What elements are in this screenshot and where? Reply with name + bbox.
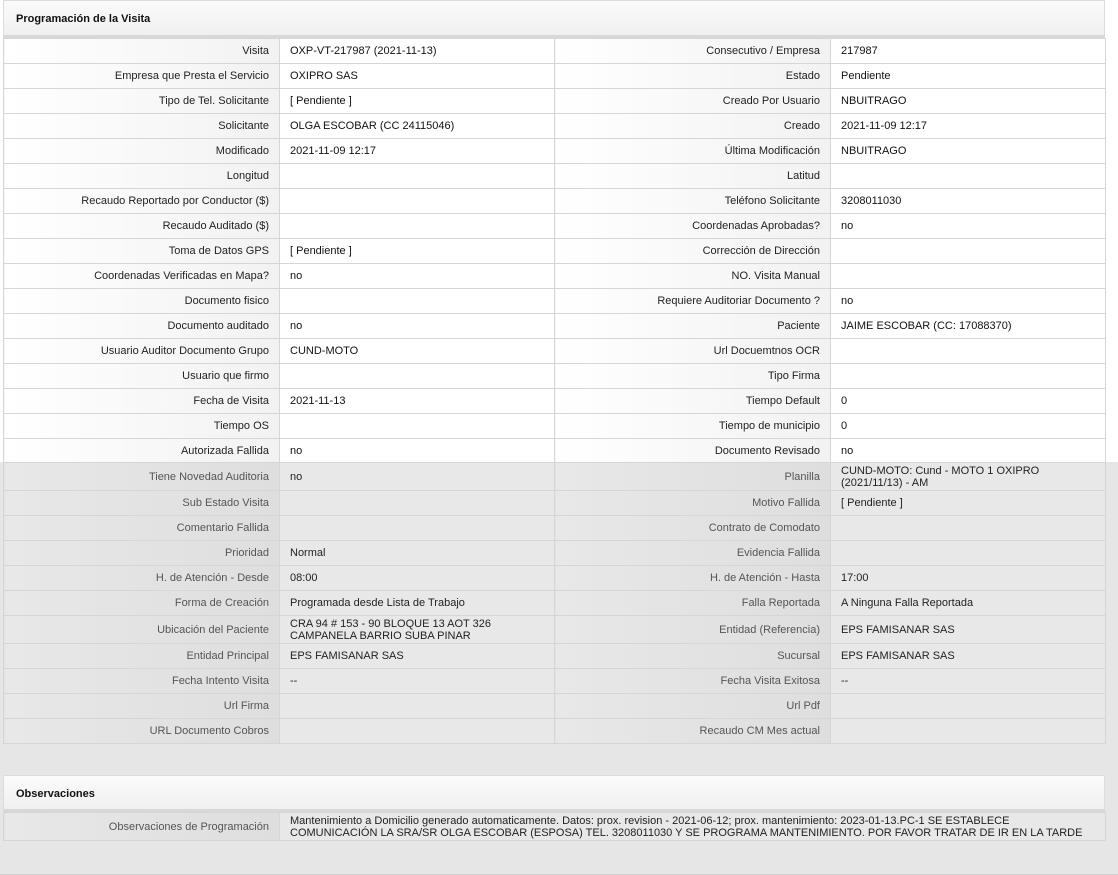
field-value: Mantenimiento a Domicilio generado automaticamente. Datos: prox. revision - 2021-06-12; prox. mantenimiento: 2023-01-13.PC-1 SE ESTABLECE COMUNICACIÓN LA SRA/SR OLGA ESCOBAR (ESPOSA) TEL. 3208011030 Y SE PROGRAMA MANTENIMIENTO. POR FAVOR TRATAR DE IR EN LA TARDE bbox=[280, 813, 1106, 841]
field-value: CUND-MOTO bbox=[280, 339, 555, 364]
field-label: NO. Visita Manual bbox=[555, 264, 831, 289]
field-label: Recaudo Auditado ($) bbox=[4, 214, 280, 239]
field-value bbox=[280, 164, 555, 189]
field-label: Toma de Datos GPS bbox=[4, 239, 280, 264]
field-label: Entidad (Referencia) bbox=[555, 616, 831, 644]
field-label: Tiempo de municipio bbox=[555, 414, 831, 439]
field-label: Corrección de Dirección bbox=[555, 239, 831, 264]
table-row bbox=[4, 541, 1106, 566]
field-label: Fecha Visita Exitosa bbox=[555, 669, 831, 694]
field-value: JAIME ESCOBAR (CC: 17088370) bbox=[831, 314, 1106, 339]
field-label: Latitud bbox=[555, 164, 831, 189]
field-value: Pendiente bbox=[831, 64, 1106, 89]
table-row bbox=[4, 389, 1106, 414]
table-row bbox=[4, 694, 1106, 719]
field-value: EPS FAMISANAR SAS bbox=[831, 616, 1106, 644]
table-row bbox=[4, 139, 1106, 164]
field-label: Documento Revisado bbox=[555, 439, 831, 464]
visit-details-table bbox=[3, 38, 1106, 464]
field-label: Falla Reportada bbox=[555, 591, 831, 616]
table-row bbox=[4, 463, 1106, 491]
field-label: Observaciones de Programación bbox=[4, 813, 280, 841]
field-label: Comentario Fallida bbox=[4, 516, 280, 541]
field-label: Motivo Fallida bbox=[555, 491, 831, 516]
field-label: Visita bbox=[4, 39, 280, 64]
field-label: Planilla bbox=[555, 463, 831, 491]
field-value: no bbox=[280, 439, 555, 464]
field-value: Programada desde Lista de Trabajo bbox=[280, 591, 555, 616]
field-value: no bbox=[831, 214, 1106, 239]
field-label: Ubicación del Paciente bbox=[4, 616, 280, 644]
field-value: CUND-MOTO: Cund - MOTO 1 OXIPRO (2021/11/13) - AM bbox=[831, 463, 1106, 491]
table-row bbox=[4, 64, 1106, 89]
field-label: H. de Atención - Desde bbox=[4, 566, 280, 591]
field-value bbox=[280, 364, 555, 389]
field-label: Solicitante bbox=[4, 114, 280, 139]
table-row bbox=[4, 813, 1106, 841]
field-label: Autorizada Fallida bbox=[4, 439, 280, 464]
field-value: no bbox=[280, 463, 555, 491]
field-label: Coordenadas Aprobadas? bbox=[555, 214, 831, 239]
field-label: Documento fisico bbox=[4, 289, 280, 314]
field-value: 17:00 bbox=[831, 566, 1106, 591]
field-label: Tiempo OS bbox=[4, 414, 280, 439]
field-label: Url Firma bbox=[4, 694, 280, 719]
table-row bbox=[4, 189, 1106, 214]
field-value: no bbox=[831, 439, 1106, 464]
field-label: Contrato de Comodato bbox=[555, 516, 831, 541]
field-label: Recaudo Reportado por Conductor ($) bbox=[4, 189, 280, 214]
field-value: 08:00 bbox=[280, 566, 555, 591]
table-row bbox=[4, 669, 1106, 694]
table-row bbox=[4, 516, 1106, 541]
field-label: Usuario Auditor Documento Grupo bbox=[4, 339, 280, 364]
table-row bbox=[4, 491, 1106, 516]
field-label: Longitud bbox=[4, 164, 280, 189]
field-label: Prioridad bbox=[4, 541, 280, 566]
field-label: Fecha de Visita bbox=[4, 389, 280, 414]
field-label: Usuario que firmo bbox=[4, 364, 280, 389]
field-label: Paciente bbox=[555, 314, 831, 339]
field-value: Normal bbox=[280, 541, 555, 566]
table-row bbox=[4, 616, 1106, 644]
field-value bbox=[831, 239, 1106, 264]
field-value: OXIPRO SAS bbox=[280, 64, 555, 89]
field-value: A Ninguna Falla Reportada bbox=[831, 591, 1106, 616]
field-value: OXP-VT-217987 (2021-11-13) bbox=[280, 39, 555, 64]
field-label: Creado bbox=[555, 114, 831, 139]
section-title: Programación de la Visita bbox=[16, 13, 151, 25]
observaciones-table bbox=[3, 812, 1106, 841]
field-value: OLGA ESCOBAR (CC 24115046) bbox=[280, 114, 555, 139]
field-label: Url Docuemtnos OCR bbox=[555, 339, 831, 364]
field-value bbox=[831, 339, 1106, 364]
table-row bbox=[4, 264, 1106, 289]
section-header-observaciones bbox=[3, 775, 1105, 812]
field-value: EPS FAMISANAR SAS bbox=[831, 644, 1106, 669]
field-value: EPS FAMISANAR SAS bbox=[280, 644, 555, 669]
table-row bbox=[4, 39, 1106, 64]
field-value bbox=[831, 719, 1106, 744]
table-row bbox=[4, 339, 1106, 364]
field-label: Estado bbox=[555, 64, 831, 89]
field-value: no bbox=[831, 289, 1106, 314]
field-value: 0 bbox=[831, 414, 1106, 439]
field-value bbox=[280, 214, 555, 239]
table-row bbox=[4, 164, 1106, 189]
field-value: [ Pendiente ] bbox=[280, 89, 555, 114]
field-value bbox=[280, 414, 555, 439]
table-row bbox=[4, 414, 1106, 439]
field-value bbox=[280, 719, 555, 744]
field-label: Sub Estado Visita bbox=[4, 491, 280, 516]
field-label: Teléfono Solicitante bbox=[555, 189, 831, 214]
field-label: Coordenadas Verificadas en Mapa? bbox=[4, 264, 280, 289]
table-row bbox=[4, 364, 1106, 389]
field-label: Entidad Principal bbox=[4, 644, 280, 669]
field-value bbox=[280, 491, 555, 516]
field-value: [ Pendiente ] bbox=[831, 491, 1106, 516]
field-label: Empresa que Presta el Servicio bbox=[4, 64, 280, 89]
field-value: no bbox=[280, 264, 555, 289]
field-value bbox=[831, 164, 1106, 189]
field-label: H. de Atención - Hasta bbox=[555, 566, 831, 591]
field-label: Url Pdf bbox=[555, 694, 831, 719]
field-label: URL Documento Cobros bbox=[4, 719, 280, 744]
field-value: -- bbox=[280, 669, 555, 694]
field-label: Forma de Creación bbox=[4, 591, 280, 616]
section-title: Observaciones bbox=[16, 788, 95, 800]
table-row bbox=[4, 439, 1106, 464]
table-row bbox=[4, 214, 1106, 239]
table-row bbox=[4, 289, 1106, 314]
field-value: 2021-11-09 12:17 bbox=[831, 114, 1106, 139]
field-label: Sucursal bbox=[555, 644, 831, 669]
field-value bbox=[831, 694, 1106, 719]
table-row bbox=[4, 89, 1106, 114]
table-row bbox=[4, 114, 1106, 139]
table-row bbox=[4, 314, 1106, 339]
table-row bbox=[4, 566, 1106, 591]
field-value bbox=[280, 289, 555, 314]
field-label: Recaudo CM Mes actual bbox=[555, 719, 831, 744]
field-value: -- bbox=[831, 669, 1106, 694]
field-value: 2021-11-13 bbox=[280, 389, 555, 414]
field-value: 3208011030 bbox=[831, 189, 1106, 214]
field-label: Última Modificación bbox=[555, 139, 831, 164]
field-label: Evidencia Fallida bbox=[555, 541, 831, 566]
field-value: 217987 bbox=[831, 39, 1106, 64]
field-label: Consecutivo / Empresa bbox=[555, 39, 831, 64]
field-label: Tipo de Tel. Solicitante bbox=[4, 89, 280, 114]
field-label: Creado Por Usuario bbox=[555, 89, 831, 114]
field-value: NBUITRAGO bbox=[831, 139, 1106, 164]
field-value bbox=[831, 541, 1106, 566]
field-value: [ Pendiente ] bbox=[280, 239, 555, 264]
field-label: Tiene Novedad Auditoria bbox=[4, 463, 280, 491]
section-header-programacion bbox=[3, 0, 1105, 38]
field-value bbox=[831, 264, 1106, 289]
field-value bbox=[831, 516, 1106, 541]
table-row bbox=[4, 644, 1106, 669]
field-label: Requiere Auditoriar Documento ? bbox=[555, 289, 831, 314]
field-label: Fecha Intento Visita bbox=[4, 669, 280, 694]
field-value: 0 bbox=[831, 389, 1106, 414]
field-label: Documento auditado bbox=[4, 314, 280, 339]
table-row bbox=[4, 239, 1106, 264]
visit-extra-details-table bbox=[3, 462, 1106, 744]
table-row bbox=[4, 719, 1106, 744]
field-value bbox=[280, 694, 555, 719]
field-label: Modificado bbox=[4, 139, 280, 164]
table-row bbox=[4, 591, 1106, 616]
field-value: no bbox=[280, 314, 555, 339]
field-value: NBUITRAGO bbox=[831, 89, 1106, 114]
field-value bbox=[831, 364, 1106, 389]
field-value: CRA 94 # 153 - 90 BLOQUE 13 AOT 326 CAMPANELA BARRIO SUBA PINAR bbox=[280, 616, 555, 644]
field-value: 2021-11-09 12:17 bbox=[280, 139, 555, 164]
field-label: Tipo Firma bbox=[555, 364, 831, 389]
field-label: Tiempo Default bbox=[555, 389, 831, 414]
field-value bbox=[280, 516, 555, 541]
field-value bbox=[280, 189, 555, 214]
